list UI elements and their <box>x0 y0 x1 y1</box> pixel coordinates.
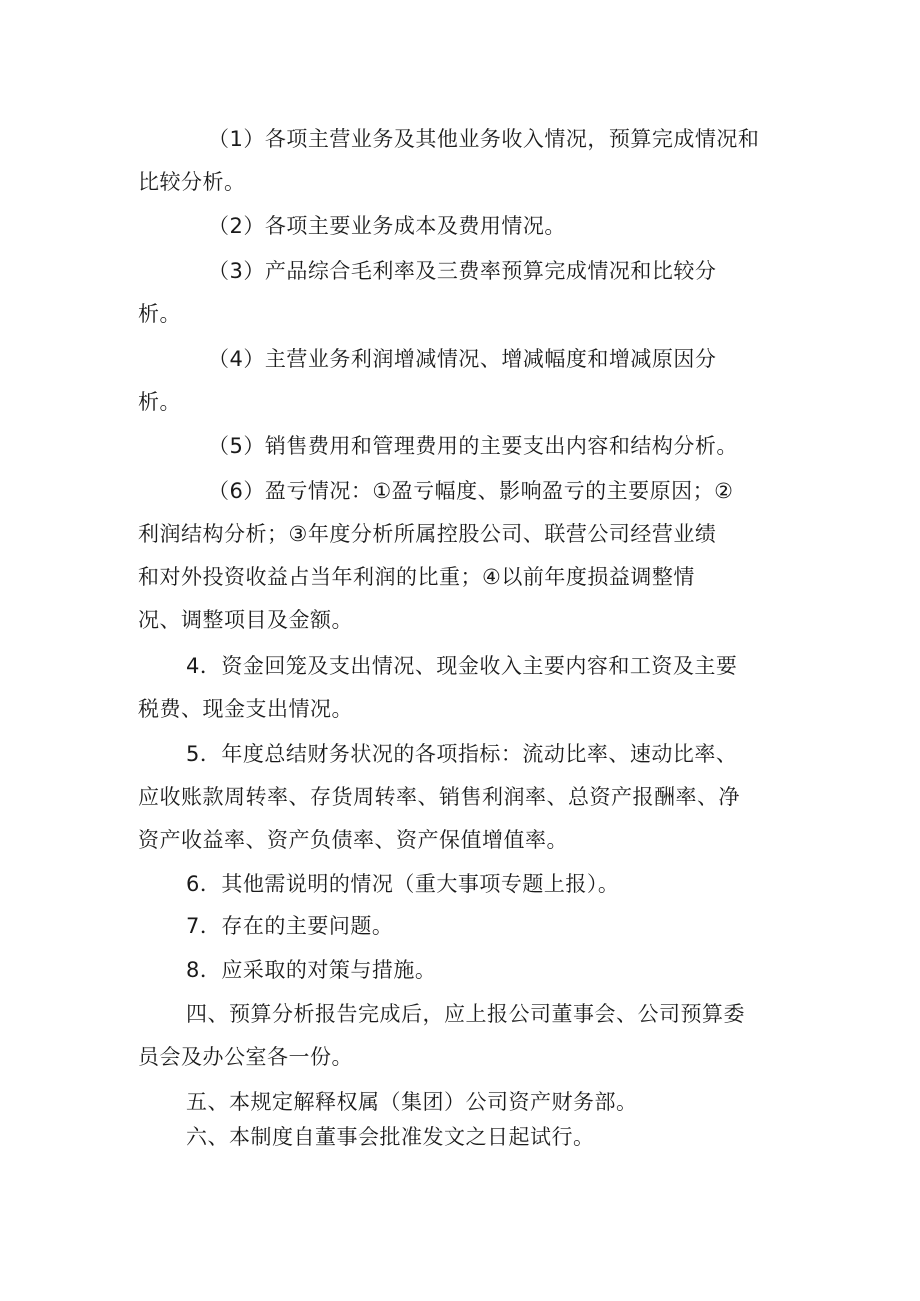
text-line: 资产收益率、资产负债率、资产保值增值率。 <box>138 828 568 852</box>
paragraph-4 <box>138 338 788 424</box>
paragraph-7 <box>138 645 788 731</box>
paragraph-10 <box>138 905 788 948</box>
paragraph-11 <box>138 949 788 992</box>
paragraph-8 <box>138 733 788 862</box>
text-line: 5．年度总结财务状况的各项指标：流动比率、速动比率、 <box>186 742 738 766</box>
text-line: 析。 <box>138 302 181 326</box>
paragraph-2 <box>138 205 788 248</box>
text-line: （4）主营业务利润增减情况、增减幅度和增减原因分 <box>208 347 717 371</box>
text-line: 4．资金回笼及支出情况、现金收入主要内容和工资及主要 <box>186 654 738 678</box>
paragraph-1 <box>138 118 788 204</box>
text-line: 五、本规定解释权属（集团）公司资产财务部。 <box>186 1090 638 1114</box>
paragraph-3 <box>138 250 788 336</box>
text-line: 四、预算分析报告完成后，应上报公司董事会、公司预算委 <box>186 1002 745 1026</box>
text-line: 8．应采取的对策与措施。 <box>186 958 437 982</box>
text-line: 员会及办公室各一份。 <box>138 1045 353 1069</box>
text-line: 况、调整项目及金额。 <box>138 608 353 632</box>
text-line: （6）盈亏情况：①盈亏幅度、影响盈亏的主要原因；② <box>208 479 734 503</box>
text-line: 7．存在的主要问题。 <box>186 914 394 938</box>
text-line: 比较分析。 <box>138 170 246 194</box>
text-line: （1）各项主营业务及其他业务收入情况，预算完成情况和 <box>208 127 760 151</box>
text-line: 和对外投资收益占当年利润的比重；④以前年度损益调整情 <box>138 565 695 589</box>
paragraph-14 <box>138 1116 788 1159</box>
paragraph-6 <box>138 470 788 642</box>
text-line: 六、本制度自董事会批准发文之日起试行。 <box>186 1125 595 1149</box>
text-line: 应收账款周转率、存货周转率、销售利润率、总资产报酬率、净 <box>138 785 740 809</box>
text-line: 利润结构分析；③年度分析所属控股公司、联营公司经营业绩 <box>138 522 717 546</box>
paragraph-9 <box>138 863 788 906</box>
paragraph-5 <box>138 425 788 468</box>
text-line: （5）销售费用和管理费用的主要支出内容和结构分析。 <box>208 434 738 458</box>
text-line: 6．其他需说明的情况（重大事项专题上报）。 <box>186 872 620 896</box>
text-line: （3）产品综合毛利率及三费率预算完成情况和比较分 <box>208 259 717 283</box>
text-line: 税费、现金支出情况。 <box>138 697 353 721</box>
text-line: （2）各项主要业务成本及费用情况。 <box>208 214 566 238</box>
text-line: 析。 <box>138 390 181 414</box>
paragraph-12 <box>138 993 788 1079</box>
